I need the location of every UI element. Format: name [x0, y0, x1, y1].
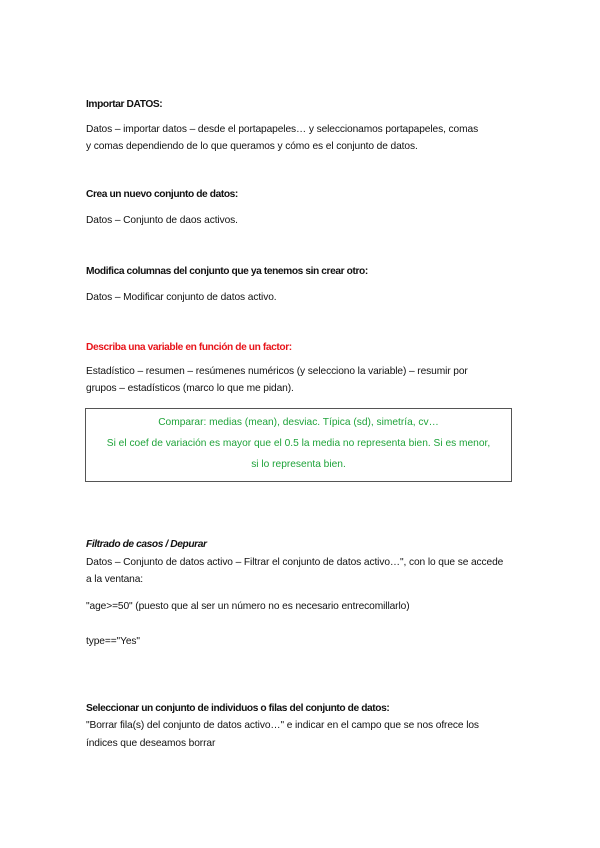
filtrado-example-1: "age>=50" (puesto que al ser un número no es necesario entrecomillarlo): [86, 601, 410, 612]
note-box: [85, 408, 512, 482]
heading-seleccionar: Seleccionar un conjunto de individuos o filas del conjunto de datos:: [86, 703, 390, 714]
note-line-2: Si el coef de variación es mayor que el 0.5 la media no representa bien. Si es menor,: [106, 438, 491, 449]
describir-line-1: Estadístico – resumen – resúmenes numéricos (y selecciono la variable) – resumir por: [86, 366, 468, 377]
modificar-body: Datos – Modificar conjunto de datos activo.: [86, 292, 277, 303]
crear-body: Datos – Conjunto de daos activos.: [86, 215, 238, 226]
importar-line-1: Datos – importar datos – desde el portapapeles… y seleccionamos portapapeles, comas: [86, 124, 479, 135]
importar-line-2: y comas dependiendo de lo que queramos y cómo es el conjunto de datos.: [86, 141, 418, 152]
heading-importar: Importar DATOS:: [86, 99, 163, 110]
filtrado-line-2: a la ventana:: [86, 574, 144, 585]
describir-line-2: grupos – estadísticos (marco lo que me pidan).: [86, 383, 294, 394]
heading-crear: Crea un nuevo conjunto de datos:: [86, 189, 238, 200]
seleccionar-line-2: índices que deseamos borrar: [86, 738, 216, 749]
note-line-1: Comparar: medias (mean), desviac. Típica (sd), simetría, cv…: [158, 417, 439, 428]
heading-modificar: Modifica columnas del conjunto que ya tenemos sin crear otro:: [86, 266, 368, 277]
note-line-3: si lo representa bien.: [251, 459, 346, 470]
heading-describir: Describa una variable en función de un factor:: [86, 342, 292, 353]
filtrado-example-2: type=="Yes": [86, 636, 140, 647]
seleccionar-line-1: "Borrar fila(s) del conjunto de datos activo…" e indicar en el campo que se nos ofrece los: [86, 720, 479, 731]
filtrado-line-1: Datos – Conjunto de datos activo – Filtrar el conjunto de datos activo…", con lo que se accede: [86, 557, 504, 568]
heading-filtrado: Filtrado de casos / Depurar: [86, 539, 207, 550]
